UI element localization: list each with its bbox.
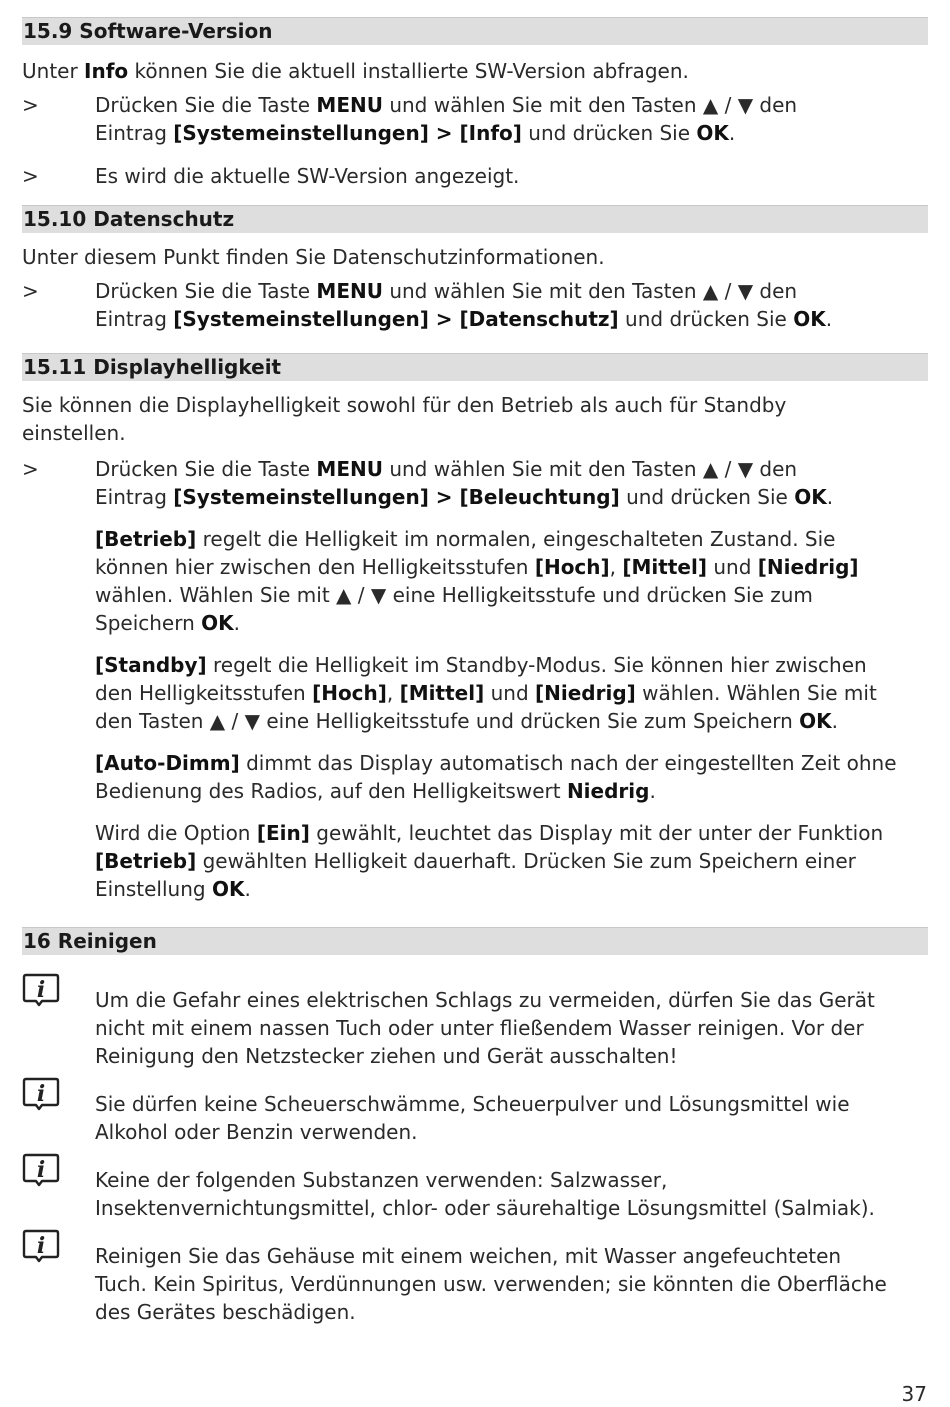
bullet-arrow: > (22, 457, 39, 481)
svg-text:i: i (36, 1081, 46, 1107)
info-icon (22, 1229, 60, 1263)
standby-paragraph: [Standby] regelt die Helligkeit im Standby-Modus. Sie können hier zwischen den Helligkeitsstufen [Hoch], [Mittel] und [Niedrig] wählen. Wählen Sie mit den Tasten ▲ / ▼ eine Helligkeitsstufe und drücken Sie zum Speichern OK. (95, 653, 877, 733)
bullet-arrow: > (22, 279, 39, 303)
info-icon (22, 1153, 60, 1187)
ein-paragraph: Wird die Option [Ein] gewählt, leuchtet das Display mit der unter der Funktion [Betrieb] gewählten Helligkeit dauerhaft. Drücken Sie zum Speichern einer Einstellung OK. (95, 821, 884, 901)
section-heading-datenschutz: 15.10 Datenschutz (22, 205, 928, 233)
display-step-1: > Drücken Sie die Taste MENU und wählen Sie mit den Tasten ▲ / ▼ den Eintrag [Systemeinstellungen] > [Beleuchtung] und drücken Sie OK. (22, 457, 834, 509)
display-intro: Sie können die Displayhelligkeit sowohl für den Betrieb als auch für Standby einstellen. (22, 393, 787, 445)
section-heading-software-version: 15.9 Software-Version (22, 17, 928, 45)
software-intro: Unter Info können Sie die aktuell installierte SW-Version abfragen. (22, 59, 689, 83)
svg-text:i: i (36, 1233, 46, 1259)
datenschutz-intro: Unter diesem Punkt finden Sie Datenschutzinformationen. (22, 245, 605, 269)
section-heading-displayhelligkeit: 15.11 Displayhelligkeit (22, 353, 928, 381)
autodimm-paragraph: [Auto-Dimm] dimmt das Display automatisch nach der eingestellten Zeit ohne Bedienung des Radios, auf den Helligkeitswert Niedrig. (95, 751, 897, 803)
note-3: i Keine der folgenden Substanzen verwenden: Salzwasser, Insektenvernichtungsmittel, chlor- oder säurehaltige Lösungsmittel (Salmiak). (22, 1166, 928, 1222)
note-4: i Reinigen Sie das Gehäuse mit einem weichen, mit Wasser angefeuchteten Tuch. Kein Spiritus, Verdünnungen usw. verwenden; sie könnten die Oberfläche des Gerätes beschädigen. (22, 1242, 928, 1326)
info-icon (22, 973, 60, 1007)
page-number: 37 (901, 1382, 927, 1406)
software-step-1: > Drücken Sie die Taste MENU und wählen Sie mit den Tasten ▲ / ▼ den Eintrag [Systemeinstellungen] > [Info] und drücken Sie OK. (22, 93, 798, 145)
bullet-arrow: > (22, 164, 39, 188)
section-heading-reinigen: 16 Reinigen (22, 927, 928, 955)
betrieb-paragraph: [Betrieb] regelt die Helligkeit im normalen, eingeschalteten Zustand. Sie können hier zwischen den Helligkeitsstufen [Hoch], [Mittel] und [Niedrig] wählen. Wählen Sie mit ▲ / ▼ eine Helligkeitsstufe und drücken Sie zum Speichern OK. (95, 527, 859, 635)
software-step-2: > Es wird die aktuelle SW-Version angezeigt. (22, 164, 520, 188)
manual-page (22, 17, 928, 1326)
svg-text:i: i (36, 1157, 46, 1183)
datenschutz-step-1: > Drücken Sie die Taste MENU und wählen Sie mit den Tasten ▲ / ▼ den Eintrag [Systemeinstellungen] > [Datenschutz] und drücken Sie OK. (22, 279, 833, 331)
bullet-arrow: > (22, 93, 39, 117)
svg-text:i: i (36, 977, 46, 1003)
info-icon (22, 1077, 60, 1111)
note-2: i Sie dürfen keine Scheuerschwämme, Scheuerpulver und Lösungsmittel wie Alkohol oder Benzin verwenden. (22, 1090, 928, 1146)
note-1: i Um die Gefahr eines elektrischen Schlags zu vermeiden, dürfen Sie das Gerät nicht mit einem nassen Tuch oder unter fließendem Wasser reinigen. Vor der Reinigung den Netzstecker ziehen und Gerät ausschalten! (22, 986, 928, 1070)
